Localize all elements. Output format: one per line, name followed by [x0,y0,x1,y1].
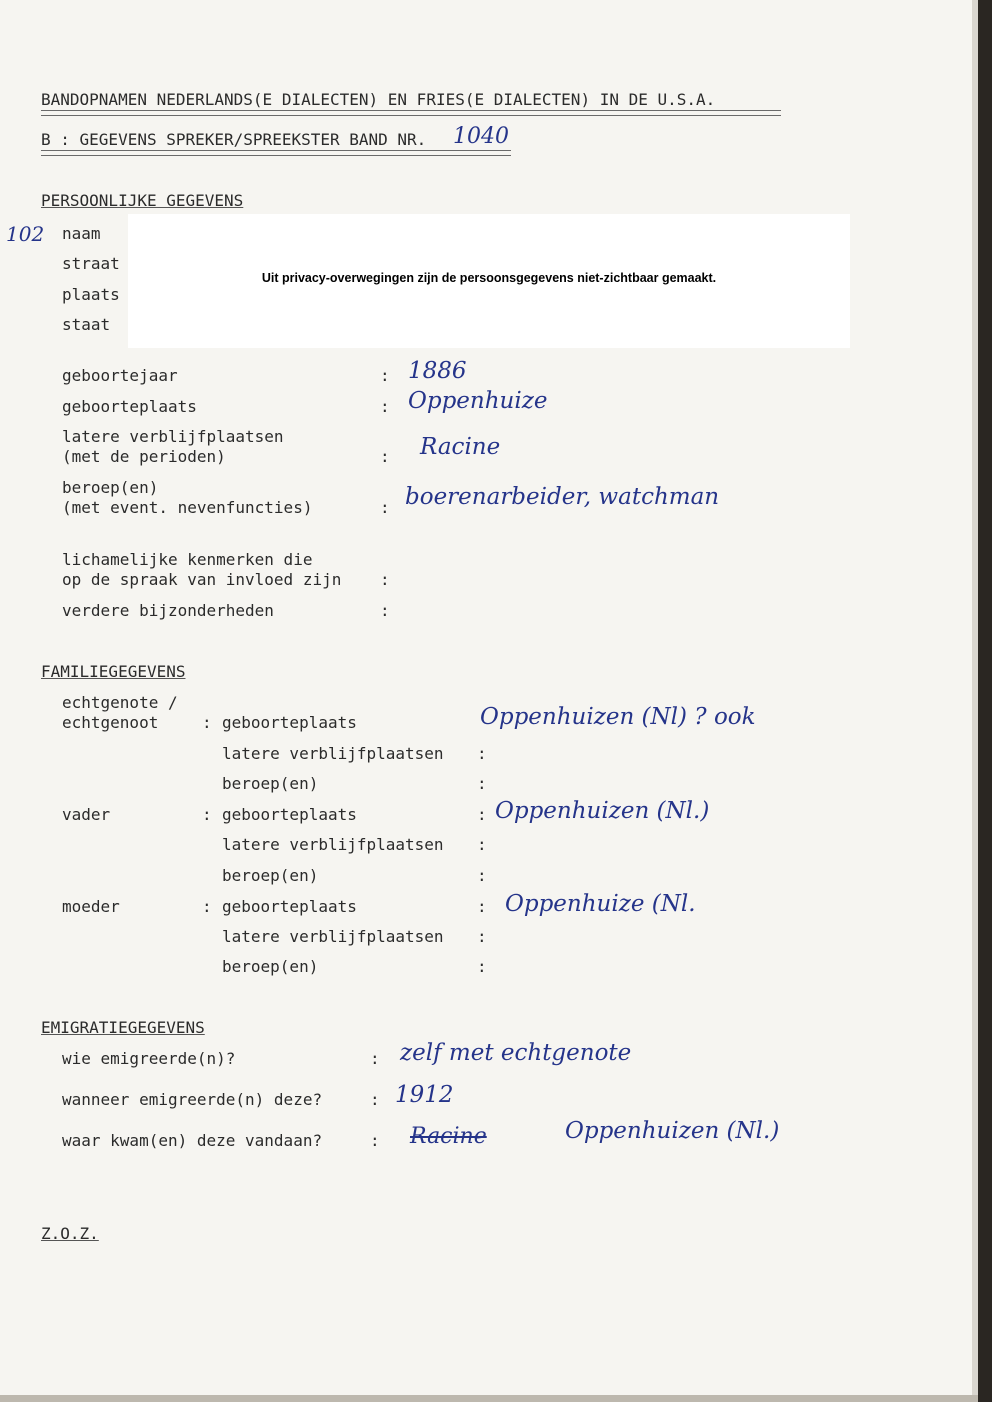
colon: : [477,835,487,854]
zoz-marker: Z.O.Z. [41,1224,99,1243]
document-title: BANDOPNAMEN NEDERLANDS(E DIALECTEN) EN FRIES(E DIALECTEN) IN DE U.S.A. [41,90,716,109]
label-later-places-sub: (met de perioden) [62,447,226,466]
colon: : [477,866,487,885]
label-where: waar kwam(en) deze vandaan? [62,1131,323,1150]
colon: : [380,601,390,620]
label-staat: staat [62,315,111,334]
colon: : [477,897,487,916]
colon: : [202,713,212,732]
label-who: wie emigreerde(n)? [62,1049,236,1068]
label-mother-birthplace: geboorteplaats [222,897,357,916]
family-heading: FAMILIEGEGEVENS [41,662,186,681]
colon: : [380,366,390,385]
colon: : [370,1131,380,1150]
colon: : [380,570,390,589]
birth-place-value: Oppenhuize [408,388,548,414]
colon: : [477,774,487,793]
subtitle-double-underline [41,150,511,156]
label-father-birthplace: geboorteplaats [222,805,357,824]
label-profession: beroep(en) [62,478,159,497]
label-spouse-birthplace: geboorteplaats [222,713,357,732]
father-birthplace-value: Oppenhuizen (Nl.) [495,798,710,824]
page-edge-bottom [0,1395,978,1402]
where-value: Oppenhuizen (Nl.) [565,1118,780,1144]
colon: : [477,744,487,763]
label-spouse-2: echtgenoot [62,713,159,732]
label-spouse-1: echtgenote / [62,693,178,712]
colon: : [477,927,487,946]
margin-number: 102 [6,222,45,246]
colon: : [370,1049,380,1068]
label-plaats: plaats [62,285,120,304]
profession-value: boerenarbeider, watchman [405,484,720,510]
privacy-overlay [128,214,850,348]
colon: : [477,805,487,824]
emigration-heading: EMIGRATIEGEGEVENS [41,1018,205,1037]
label-other: verdere bijzonderheden [62,601,274,620]
colon: : [477,957,487,976]
colon: : [380,447,390,466]
privacy-notice: Uit privacy-overwegingen zijn de persoonsgegevens niet-zichtbaar gemaakt. [261,271,717,285]
band-number: 1040 [453,124,509,149]
later-places-value: Racine [420,434,501,460]
label-spouse-profession: beroep(en) [222,774,319,793]
colon: : [202,805,212,824]
label-father: vader [62,805,111,824]
label-later-places: latere verblijfplaatsen [62,427,284,446]
label-birth-year: geboortejaar [62,366,178,385]
label-physical-sub: op de spraak van invloed zijn [62,570,342,589]
label-physical: lichamelijke kenmerken die [62,550,313,569]
page-edge-right [972,0,978,1402]
label-father-later-places: latere verblijfplaatsen [222,835,444,854]
colon: : [202,897,212,916]
label-spouse-later-places: latere verblijfplaatsen [222,744,444,763]
title-double-underline [41,110,781,116]
label-straat: straat [62,254,120,273]
mother-birthplace-value: Oppenhuize (Nl. [505,891,696,917]
personal-heading: PERSOONLIJKE GEGEVENS [41,191,244,210]
label-mother-later-places: latere verblijfplaatsen [222,927,444,946]
label-when: wanneer emigreerde(n) deze? [62,1090,323,1109]
document-subtitle: B : GEGEVENS SPREKER/SPREEKSTER BAND NR. [41,130,427,149]
label-naam: naam [62,224,101,243]
spouse-birthplace-value: Oppenhuizen (Nl) ? ook [480,704,756,730]
label-mother: moeder [62,897,120,916]
where-struck-value: Racine [410,1124,487,1149]
colon: : [380,498,390,517]
colon: : [380,397,390,416]
label-mother-profession: beroep(en) [222,957,319,976]
label-birth-place: geboorteplaats [62,397,197,416]
label-profession-sub: (met event. nevenfuncties) [62,498,313,517]
colon: : [370,1090,380,1109]
who-value: zelf met echtgenote [400,1040,632,1066]
when-value: 1912 [395,1082,454,1108]
label-father-profession: beroep(en) [222,866,319,885]
birth-year-value: 1886 [408,358,467,384]
